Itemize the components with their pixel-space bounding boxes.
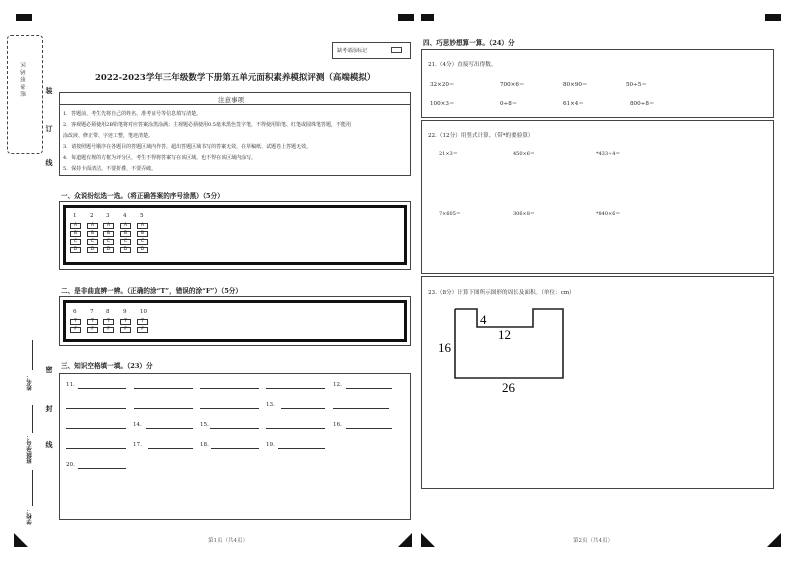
false-bubble[interactable]: F	[103, 327, 114, 333]
answer-line[interactable]	[346, 388, 392, 389]
binding-char: 线	[45, 440, 53, 449]
registration-mark	[398, 14, 414, 21]
figure-label-bottom: 26	[502, 380, 515, 395]
notice-line: 5．保持卡面清洁，不要折叠，不要弄破。	[63, 166, 157, 172]
q21-item: 800÷8＝	[630, 101, 655, 107]
question-number: 7	[90, 309, 94, 315]
choice-bubble-d[interactable]: D	[70, 247, 81, 253]
q22-item: 306×8＝	[513, 211, 535, 217]
fill-question-number: 18.	[200, 442, 209, 448]
section1-title: 一、众说纷纭选一选。（将正确答案的序号涂黑）（5分）	[61, 192, 224, 200]
fill-question-number: 13.	[266, 402, 275, 408]
figure-label-left: 16	[438, 340, 451, 355]
true-bubble[interactable]: T	[120, 319, 131, 325]
choice-bubble-b[interactable]: B	[70, 231, 81, 237]
figure-label-notch-depth: 4	[480, 312, 487, 327]
true-bubble[interactable]: T	[137, 319, 148, 325]
barcode-area-label: 贴 条 形 码 区	[21, 62, 27, 97]
false-bubble[interactable]: F	[87, 327, 98, 333]
choice-bubble-a[interactable]: A	[87, 223, 98, 229]
choice-bubble-b[interactable]: B	[137, 231, 148, 237]
binding-char: 线	[45, 158, 53, 167]
binding-char: 封	[45, 404, 53, 413]
choice-bubble-c[interactable]: C	[137, 239, 148, 245]
q23-title: 23.（8分）计算下图所示图形的周长及面积。（单位：cm）	[428, 290, 575, 296]
absent-mark-checkbox[interactable]	[391, 47, 402, 53]
answer-line[interactable]	[266, 388, 325, 389]
section3-frame	[59, 373, 411, 520]
corner-triangle	[14, 533, 28, 547]
q21-item: 50÷5＝	[626, 82, 647, 88]
class-label: 班级/学号：	[27, 434, 33, 464]
q22-box	[421, 120, 774, 274]
page-footer: 第1页（共4页）	[208, 538, 248, 544]
binding-char: 密	[45, 365, 53, 374]
q21-item: 61×4＝	[563, 101, 584, 107]
q21-item: 700×6＝	[500, 82, 525, 88]
answer-line[interactable]	[66, 408, 126, 409]
answer-line[interactable]	[210, 428, 259, 429]
binding-char: 装	[45, 86, 53, 95]
true-bubble[interactable]: T	[87, 319, 98, 325]
answer-line[interactable]	[211, 448, 259, 449]
answer-line[interactable]	[146, 428, 193, 429]
choice-bubble-a[interactable]: A	[103, 223, 114, 229]
corner-triangle	[767, 533, 781, 547]
class-line	[32, 405, 33, 433]
answer-line[interactable]	[266, 428, 325, 429]
notice-line: 3．请按照题号顺序在各题目的答题区域内作答，超出答题区域书写的答案无效，在草稿纸、试题卷上答题无效。	[63, 144, 312, 150]
choice-bubble-a[interactable]: A	[120, 223, 131, 229]
true-bubble[interactable]: T	[103, 319, 114, 325]
choice-bubble-c[interactable]: C	[103, 239, 114, 245]
answer-line[interactable]	[148, 448, 193, 449]
fill-question-number: 19.	[266, 442, 275, 448]
notice-divider	[59, 104, 411, 105]
fill-question-number: 16.	[333, 422, 342, 428]
false-bubble[interactable]: F	[70, 327, 81, 333]
q21-item: 100×3＝	[430, 101, 455, 107]
choice-bubble-b[interactable]: B	[103, 231, 114, 237]
q21-item: 32×20＝	[430, 82, 455, 88]
choice-bubble-c[interactable]: C	[87, 239, 98, 245]
registration-mark	[16, 14, 32, 21]
question-number: 1	[73, 213, 77, 219]
question-number: 5	[140, 213, 144, 219]
name-label: 姓名：	[27, 374, 33, 391]
choice-bubble-d[interactable]: D	[103, 247, 114, 253]
q22-title: 22.（12分）用竖式计算。（带*的要验算）	[428, 133, 534, 139]
notice-line: 4．每道题有规的方框为评分区，考生不得将答案写在该区域，也不得在该区域内涂写。	[63, 155, 257, 161]
fill-question-number: 14.	[133, 422, 142, 428]
answer-line[interactable]	[134, 408, 193, 409]
question-number: 2	[90, 213, 94, 219]
corner-triangle	[398, 533, 412, 547]
question-number: 4	[123, 213, 127, 219]
question-number: 8	[106, 309, 110, 315]
choice-bubble-a[interactable]: A	[137, 223, 148, 229]
q22-item: 450×6＝	[513, 151, 535, 157]
figure-label-notch-width: 12	[498, 327, 511, 342]
choice-bubble-c[interactable]: C	[70, 239, 81, 245]
answer-line[interactable]	[281, 408, 325, 409]
name-line	[32, 340, 33, 370]
school-label: 学校：	[27, 508, 33, 525]
question-number: 6	[73, 309, 77, 315]
notice-line: 2．客观题必须使用2B铅笔将对应答案涂黑涂满；主观题必须使用0.5毫米黑色签字笔，不得使用铅笔、红笔或圆珠笔答题，不能用	[63, 122, 351, 128]
section2-title: 二、是非曲直辨一辨。（正确的涂“T”，错误的涂“F”）（5分）	[61, 287, 242, 295]
q21-item: 0÷8＝	[500, 101, 518, 107]
choice-bubble-d[interactable]: D	[120, 247, 131, 253]
choice-bubble-b[interactable]: B	[87, 231, 98, 237]
q22-item: *840×6＝	[596, 211, 621, 217]
fill-question-number: 17.	[133, 442, 142, 448]
question-number: 3	[106, 213, 110, 219]
q22-item: 21×3＝	[439, 151, 458, 157]
binding-char: 订	[45, 124, 53, 133]
exam-title: 2022-2023学年三年级数学下册第五单元面积素养模拟评测（高端模拟）	[95, 73, 376, 83]
registration-mark	[765, 14, 781, 21]
fill-question-number: 12.	[333, 382, 342, 388]
page-footer: 第2页（共4页）	[573, 538, 613, 544]
choice-bubble-d[interactable]: D	[87, 247, 98, 253]
choice-bubble-c[interactable]: C	[120, 239, 131, 245]
choice-bubble-a[interactable]: A	[70, 223, 81, 229]
registration-mark	[421, 14, 434, 21]
question-number: 10	[140, 309, 148, 315]
false-bubble[interactable]: F	[120, 327, 131, 333]
school-line	[32, 470, 33, 506]
notice-line: 1．答题前，考生先将自己的姓名、准考证号等信息填写清楚。	[63, 111, 202, 117]
section3-title: 三、知识空格填一填。（23）分	[61, 362, 153, 370]
fill-question-number: 15.	[200, 422, 209, 428]
answer-line[interactable]	[66, 448, 126, 449]
answer-line[interactable]	[134, 388, 193, 389]
notice-title: 注意事项	[218, 96, 244, 104]
choice-bubble-b[interactable]: B	[120, 231, 131, 237]
fill-question-number: 20.	[66, 462, 75, 468]
section1-answer-area	[63, 205, 407, 265]
q22-item: *433÷4＝	[596, 151, 621, 157]
q22-item: 7×605＝	[439, 211, 461, 217]
q21-item: 80×90＝	[563, 82, 588, 88]
section2-answer-area	[63, 300, 407, 342]
notice-line: 涂改液、修正带、字迹工整，笔迹清楚。	[63, 133, 154, 139]
absent-mark-label: 缺考请涂标记	[337, 48, 368, 54]
q23-figure	[430, 300, 590, 400]
answer-line[interactable]	[66, 428, 126, 429]
answer-line[interactable]	[200, 408, 259, 409]
answer-line[interactable]	[200, 388, 259, 389]
answer-line[interactable]	[333, 408, 389, 409]
answer-line[interactable]	[346, 428, 392, 429]
true-bubble[interactable]: T	[70, 319, 81, 325]
answer-line[interactable]	[78, 468, 126, 469]
fill-question-number: 11.	[66, 382, 75, 388]
answer-line[interactable]	[78, 388, 126, 389]
choice-bubble-d[interactable]: D	[137, 247, 148, 253]
corner-triangle	[421, 533, 435, 547]
figure-outline	[455, 309, 563, 378]
question-number: 9	[123, 309, 127, 315]
answer-line[interactable]	[278, 448, 325, 449]
q21-title: 21.（4分）直接写出得数。	[428, 62, 497, 68]
section4-title: 四、巧思妙想算一算。（24）分	[423, 39, 515, 47]
false-bubble[interactable]: F	[137, 327, 148, 333]
